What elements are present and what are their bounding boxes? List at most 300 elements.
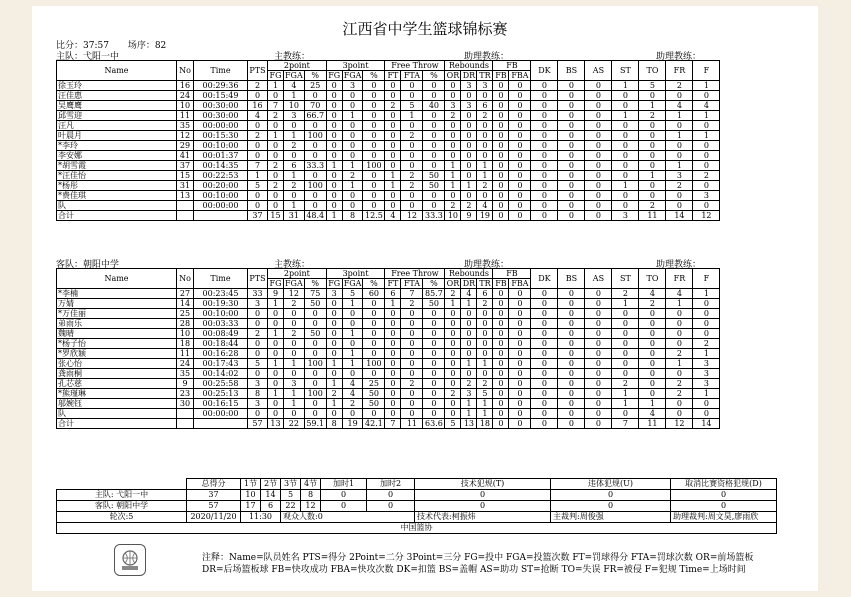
home-ftm: 0 — [385, 191, 401, 201]
away-name: 龚雨桐 — [57, 369, 177, 379]
home-blocks: 0 — [558, 91, 585, 101]
away-name: *万佳丽 — [57, 309, 177, 319]
away-turnovers: 0 — [639, 379, 666, 389]
home-ftpct: 0 — [423, 111, 445, 121]
home-turnovers: 0 — [639, 161, 666, 171]
away-fg2: 1 — [268, 299, 284, 309]
home-fba: 0 — [509, 201, 531, 211]
away-blocks: 0 — [558, 379, 585, 389]
away-points: 3 — [248, 399, 268, 409]
home-row — [57, 211, 720, 221]
away-dreb: 0 — [461, 309, 477, 319]
away-fga2: 2 — [284, 329, 305, 339]
away-stats-table — [56, 268, 720, 429]
home-points: 5 — [248, 181, 268, 191]
home-header-free-throw: Free Throw — [385, 61, 445, 71]
home-oreb: 3 — [445, 101, 461, 111]
home-fba: 0 — [509, 141, 531, 151]
home-treb: 0 — [477, 121, 493, 131]
away-time: 00:25:58 — [194, 379, 248, 389]
home-treb: 2 — [477, 111, 493, 121]
home-blocks: 0 — [558, 81, 585, 91]
home-treb: 19 — [477, 211, 493, 221]
legend-line-1: 注释：Name=队员姓名 PTS=得分 2Point=二分 3Point=三分 FG=投中 FGA=投篮次数 FT=罚球得分 FTA=罚球次数 OR=前场篮板 — [202, 553, 754, 563]
away-dunks: 0 — [531, 329, 558, 339]
home-fta: 1 — [401, 111, 423, 121]
away-ftm: 0 — [385, 359, 401, 369]
away-oreb: 0 — [445, 369, 461, 379]
date: 2020/11/20 — [187, 512, 241, 523]
away-row — [57, 419, 720, 429]
away-fga3: 0 — [342, 309, 363, 319]
home-header-no: No — [177, 61, 194, 81]
summary-away-disqualifying: 0 — [671, 501, 777, 512]
home-number: 24 — [177, 91, 194, 101]
away-row — [57, 299, 720, 309]
home-dunks: 0 — [531, 101, 558, 111]
away-fg2: 0 — [268, 379, 284, 389]
away-subheader-11: TR — [477, 279, 493, 289]
home-fga2: 2 — [284, 181, 305, 191]
home-fga3: 1 — [342, 111, 363, 121]
home-header-to: TO — [639, 61, 666, 81]
home-treb: 1 — [477, 171, 493, 181]
away-blocks: 0 — [558, 329, 585, 339]
home-ftpct: 0 — [423, 201, 445, 211]
away-turnovers: 0 — [639, 329, 666, 339]
away-subheader-5: % — [363, 279, 385, 289]
away-treb: 2 — [477, 379, 493, 389]
away-ftpct: 0 — [423, 329, 445, 339]
home-fb: 0 — [493, 151, 509, 161]
home-fta: 0 — [401, 81, 423, 91]
home-name: 队 — [57, 201, 177, 211]
away-fba: 0 — [509, 359, 531, 369]
away-turnovers: 0 — [639, 349, 666, 359]
home-fb: 0 — [493, 141, 509, 151]
home-subheader-13: FBA — [509, 71, 531, 81]
home-row — [57, 171, 720, 181]
home-fga2: 3 — [284, 111, 305, 121]
home-fouls: 0 — [693, 181, 720, 191]
home-oreb: 10 — [445, 211, 461, 221]
stat-sheet — [32, 6, 818, 591]
away-assistant-coach-label-2: 助理教练： — [656, 260, 702, 270]
home-fta: 2 — [401, 171, 423, 181]
away-fb: 0 — [493, 399, 509, 409]
home-assists: 0 — [585, 81, 612, 91]
home-assists: 0 — [585, 151, 612, 161]
home-fb: 0 — [493, 111, 509, 121]
home-ftpct: 0 — [423, 91, 445, 101]
away-pct3: 25 — [363, 379, 385, 389]
home-points: 1 — [248, 171, 268, 181]
home-steals: 0 — [612, 91, 639, 101]
away-fga3: 1 — [342, 329, 363, 339]
away-turnovers: 11 — [639, 419, 666, 429]
home-fouls: 1 — [693, 111, 720, 121]
away-subheader-9: OR — [446, 279, 460, 288]
away-row — [57, 379, 720, 389]
home-fga3: 3 — [342, 81, 363, 91]
summary-home-team: 主队: 弋阳一中 — [57, 490, 187, 501]
away-fouls: 0 — [693, 319, 720, 329]
away-fba: 0 — [509, 369, 531, 379]
home-blocks: 0 — [558, 201, 585, 211]
away-blocks: 0 — [558, 359, 585, 369]
away-turnovers: 1 — [639, 399, 666, 409]
summary-away-q2: 6 — [261, 501, 281, 512]
home-coach-label: 主教练： — [274, 52, 311, 62]
home-assistant-coach-label: 助理教练： — [464, 52, 510, 62]
home-ftpct: 50 — [423, 171, 445, 181]
away-subheader-13: FBA — [509, 279, 531, 289]
home-fga3: 2 — [342, 171, 363, 181]
away-fg2: 0 — [268, 309, 284, 319]
home-fga2: 1 — [284, 131, 305, 141]
summary-home-q3: 5 — [281, 490, 301, 501]
home-fga2: 4 — [284, 81, 305, 91]
away-points: 3 — [248, 379, 268, 389]
home-ftm: 0 — [385, 111, 401, 121]
home-row — [57, 101, 720, 111]
home-fga3: 1 — [342, 181, 363, 191]
home-steals: 1 — [612, 81, 639, 91]
away-number — [177, 419, 194, 429]
home-oreb: 0 — [445, 141, 461, 151]
home-pct3: 12.5 — [363, 211, 385, 221]
home-blocks: 0 — [558, 211, 585, 221]
home-ftpct: 0 — [423, 151, 445, 161]
home-dunks: 0 — [531, 211, 558, 221]
home-oreb: 1 — [445, 161, 461, 171]
away-ftpct: 0 — [423, 379, 445, 389]
home-pct2: 66.7 — [304, 111, 326, 121]
home-oreb: 0 — [445, 151, 461, 161]
home-number: 31 — [177, 181, 194, 191]
away-pct2: 100 — [304, 359, 326, 369]
home-turnovers: 11 — [639, 211, 666, 221]
home-header-dk: DK — [531, 61, 558, 81]
home-fg3: 0 — [326, 141, 342, 151]
home-pct3: 0 — [363, 141, 385, 151]
away-steals: 0 — [612, 369, 639, 379]
home-assists: 0 — [585, 171, 612, 181]
home-number: 11 — [177, 111, 194, 121]
summary-header-unsportsmanlike: 违体犯规(U) — [551, 479, 671, 490]
away-row — [57, 349, 720, 359]
away-oreb: 2 — [445, 389, 461, 399]
away-number: 14 — [177, 299, 194, 309]
away-ftpct: 85.7 — [423, 289, 445, 299]
home-fta: 2 — [401, 181, 423, 191]
away-dreb: 0 — [461, 319, 477, 329]
home-row — [57, 141, 720, 151]
away-fg3: 0 — [326, 299, 342, 309]
away-fb: 0 — [493, 379, 509, 389]
home-blocks: 0 — [558, 141, 585, 151]
home-time: 00:22:53 — [194, 171, 248, 181]
home-turnovers: 0 — [639, 181, 666, 191]
away-steals: 0 — [612, 319, 639, 329]
away-fouls-drawn: 2 — [666, 349, 693, 359]
away-turnovers: 4 — [639, 409, 666, 419]
home-fouls-drawn: 3 — [666, 171, 693, 181]
away-ftm: 0 — [385, 379, 401, 389]
home-points: 7 — [248, 161, 268, 171]
home-fga3: 0 — [342, 101, 363, 111]
away-name: *罗欣颖 — [57, 349, 177, 359]
home-oreb: 0 — [445, 131, 461, 141]
away-fba: 0 — [509, 319, 531, 329]
home-fga2: 2 — [284, 141, 305, 151]
home-subheader-0: FG — [268, 71, 284, 81]
away-number: 27 — [177, 289, 194, 299]
home-fb: 0 — [493, 91, 509, 101]
legend-line-2: DR=后场篮板球 FB=快攻成功 FBA=快攻次数 DK=扣篮 BS=盖帽 AS=助功 ST=抢断 TO=失误 FR=被侵 F=犯规 Time=上场时间 — [202, 565, 746, 575]
home-team-line — [56, 49, 826, 60]
away-fga3: 4 — [342, 379, 363, 389]
home-dreb: 0 — [461, 151, 477, 161]
away-fta: 11 — [401, 419, 423, 429]
home-subheader-10: DR — [462, 71, 476, 80]
summary-home-row — [57, 490, 777, 501]
summary-home-disqualifying: 0 — [671, 490, 777, 501]
home-dunks: 0 — [531, 181, 558, 191]
home-row — [57, 151, 720, 161]
away-steals: 0 — [612, 329, 639, 339]
away-ftpct: 0 — [423, 349, 445, 359]
legend-notes — [202, 552, 822, 576]
home-pct3: 0 — [363, 191, 385, 201]
home-dreb: 9 — [461, 211, 477, 221]
home-time: 00:10:00 — [194, 141, 248, 151]
home-header-time: Time — [194, 61, 248, 81]
away-dreb: 13 — [461, 419, 477, 429]
home-fouls: 0 — [693, 161, 720, 171]
away-fouls: 3 — [693, 359, 720, 369]
away-fb: 0 — [493, 299, 509, 309]
home-time — [194, 211, 248, 221]
away-points: 2 — [248, 329, 268, 339]
home-fga2: 0 — [284, 191, 305, 201]
away-number: 23 — [177, 389, 194, 399]
away-fg3: 2 — [326, 389, 342, 399]
away-header-st: ST — [612, 269, 639, 289]
summary-home-ot2: 0 — [367, 490, 415, 501]
away-header-fb: FB — [493, 269, 531, 279]
away-name: 张心怡 — [57, 359, 177, 369]
summary-away-tech: 0 — [415, 501, 551, 512]
home-header-pts: PTS — [248, 61, 268, 81]
home-pct3: 0 — [363, 91, 385, 101]
away-turnovers: 0 — [639, 369, 666, 379]
away-turnovers: 0 — [639, 309, 666, 319]
basketball-association-logo-icon — [114, 544, 146, 576]
away-fga3: 1 — [342, 299, 363, 309]
home-row — [57, 81, 720, 91]
away-pct3: 50 — [363, 389, 385, 399]
away-ftpct: 0 — [423, 369, 445, 379]
home-number: 15 — [177, 171, 194, 181]
home-fta: 12 — [401, 211, 423, 221]
home-pct2: 48.4 — [304, 211, 326, 221]
home-row — [57, 191, 720, 201]
away-fg3: 1 — [326, 399, 342, 409]
away-fba: 0 — [509, 329, 531, 339]
home-pct2: 0 — [304, 121, 326, 131]
away-fouls: 1 — [693, 389, 720, 399]
away-pct2: 50 — [304, 299, 326, 309]
home-fba: 0 — [509, 181, 531, 191]
away-header-time: Time — [194, 269, 248, 289]
away-oreb: 0 — [445, 309, 461, 319]
home-fga2: 0 — [284, 151, 305, 161]
home-dreb: 0 — [461, 131, 477, 141]
home-fouls-drawn: 0 — [666, 121, 693, 131]
away-ftm: 7 — [385, 419, 401, 429]
away-time — [194, 419, 248, 429]
home-turnovers: 0 — [639, 191, 666, 201]
away-steals: 0 — [612, 359, 639, 369]
away-time: 00:08:49 — [194, 329, 248, 339]
home-fg2: 2 — [268, 181, 284, 191]
home-subheader-11: TR — [477, 71, 493, 81]
home-fouls-drawn: 0 — [666, 191, 693, 201]
home-fouls: 0 — [693, 91, 720, 101]
home-fga3: 0 — [342, 131, 363, 141]
summary-away-q4: 12 — [301, 501, 321, 512]
home-fb: 0 — [493, 181, 509, 191]
home-name: 合计 — [57, 211, 177, 221]
away-fg2: 13 — [268, 419, 284, 429]
away-oreb: 0 — [445, 379, 461, 389]
away-dreb: 0 — [461, 369, 477, 379]
away-steals: 1 — [612, 399, 639, 409]
score: 比分：37:57 — [56, 41, 109, 51]
home-row — [57, 91, 720, 101]
away-fg3: 0 — [326, 309, 342, 319]
away-fg3: 0 — [326, 369, 342, 379]
home-fg3: 0 — [326, 81, 342, 91]
away-fouls-drawn: 0 — [666, 369, 693, 379]
home-dreb: 2 — [461, 201, 477, 211]
summary-home-ot1: 0 — [321, 490, 367, 501]
away-pct2: 59.1 — [304, 419, 326, 429]
home-fg2: 7 — [268, 101, 284, 111]
away-fta: 0 — [401, 339, 423, 349]
home-fouls: 3 — [693, 191, 720, 201]
away-fg2: 0 — [268, 319, 284, 329]
home-dunks: 0 — [531, 201, 558, 211]
away-fouls: 3 — [693, 379, 720, 389]
home-fg2: 1 — [268, 81, 284, 91]
away-header-2point: 2point — [268, 269, 327, 279]
away-pct3: 0 — [363, 349, 385, 359]
home-oreb: 0 — [445, 121, 461, 131]
home-fga2: 1 — [284, 201, 305, 211]
away-time: 00:17:43 — [194, 359, 248, 369]
away-fouls: 0 — [693, 309, 720, 319]
home-name: 李安娜 — [57, 151, 177, 161]
away-treb: 0 — [477, 369, 493, 379]
away-fouls-drawn: 12 — [666, 419, 693, 429]
away-treb: 6 — [477, 289, 493, 299]
home-number — [177, 211, 194, 221]
home-row — [57, 181, 720, 191]
home-fg2: 0 — [268, 201, 284, 211]
away-number: 24 — [177, 359, 194, 369]
away-blocks: 0 — [558, 409, 585, 419]
away-dunks: 0 — [531, 369, 558, 379]
away-fba: 0 — [509, 299, 531, 309]
away-ftm: 0 — [385, 309, 401, 319]
away-row — [57, 319, 720, 329]
away-turnovers: 0 — [639, 359, 666, 369]
away-assists: 0 — [585, 399, 612, 409]
home-fg2: 15 — [268, 211, 284, 221]
home-steals: 0 — [612, 171, 639, 181]
away-points: 0 — [248, 339, 268, 349]
home-fg3: 0 — [326, 121, 342, 131]
away-steals: 1 — [612, 389, 639, 399]
home-turnovers: 2 — [639, 201, 666, 211]
away-oreb: 0 — [445, 349, 461, 359]
away-fba: 0 — [509, 339, 531, 349]
away-oreb: 5 — [445, 419, 461, 429]
home-fba: 0 — [509, 91, 531, 101]
away-blocks: 0 — [558, 419, 585, 429]
away-fg3: 0 — [326, 319, 342, 329]
away-subheader-4: FGA — [343, 279, 362, 288]
away-dunks: 0 — [531, 339, 558, 349]
home-header-3point: 3point — [326, 61, 385, 71]
home-oreb: 1 — [445, 171, 461, 181]
summary-header-ot1: 加时1 — [321, 479, 367, 490]
away-name: 万婧 — [57, 299, 177, 309]
home-fb: 0 — [493, 81, 509, 91]
home-ftpct: 33.3 — [423, 211, 445, 221]
home-fg2: 0 — [268, 91, 284, 101]
away-header-f: F — [693, 269, 720, 289]
home-ftpct: 0 — [423, 141, 445, 151]
away-fg2: 9 — [268, 289, 284, 299]
away-time: 00:10:00 — [194, 309, 248, 319]
summary-away-team: 客队: 朝阳中学 — [57, 501, 187, 512]
away-pct3: 0 — [363, 339, 385, 349]
home-stats-table — [56, 60, 720, 221]
home-points: 0 — [248, 201, 268, 211]
away-fba: 0 — [509, 289, 531, 299]
home-fouls: 1 — [693, 81, 720, 91]
away-ftpct: 0 — [423, 309, 445, 319]
away-points: 0 — [248, 319, 268, 329]
away-row — [57, 289, 720, 299]
home-fouls: 0 — [693, 201, 720, 211]
home-fba: 0 — [509, 101, 531, 111]
home-blocks: 0 — [558, 101, 585, 111]
home-header-f: F — [693, 61, 720, 81]
home-ftm: 2 — [385, 101, 401, 111]
away-time: 00:19:30 — [194, 299, 248, 309]
home-name: *汪佳怡 — [57, 171, 177, 181]
away-fg3: 0 — [326, 329, 342, 339]
home-fouls-drawn: 1 — [666, 131, 693, 141]
away-fb: 0 — [493, 349, 509, 359]
home-team-name: 主队：弋阳一中 — [56, 52, 120, 62]
away-fouls: 14 — [693, 419, 720, 429]
home-header-2point: 2point — [268, 61, 327, 71]
